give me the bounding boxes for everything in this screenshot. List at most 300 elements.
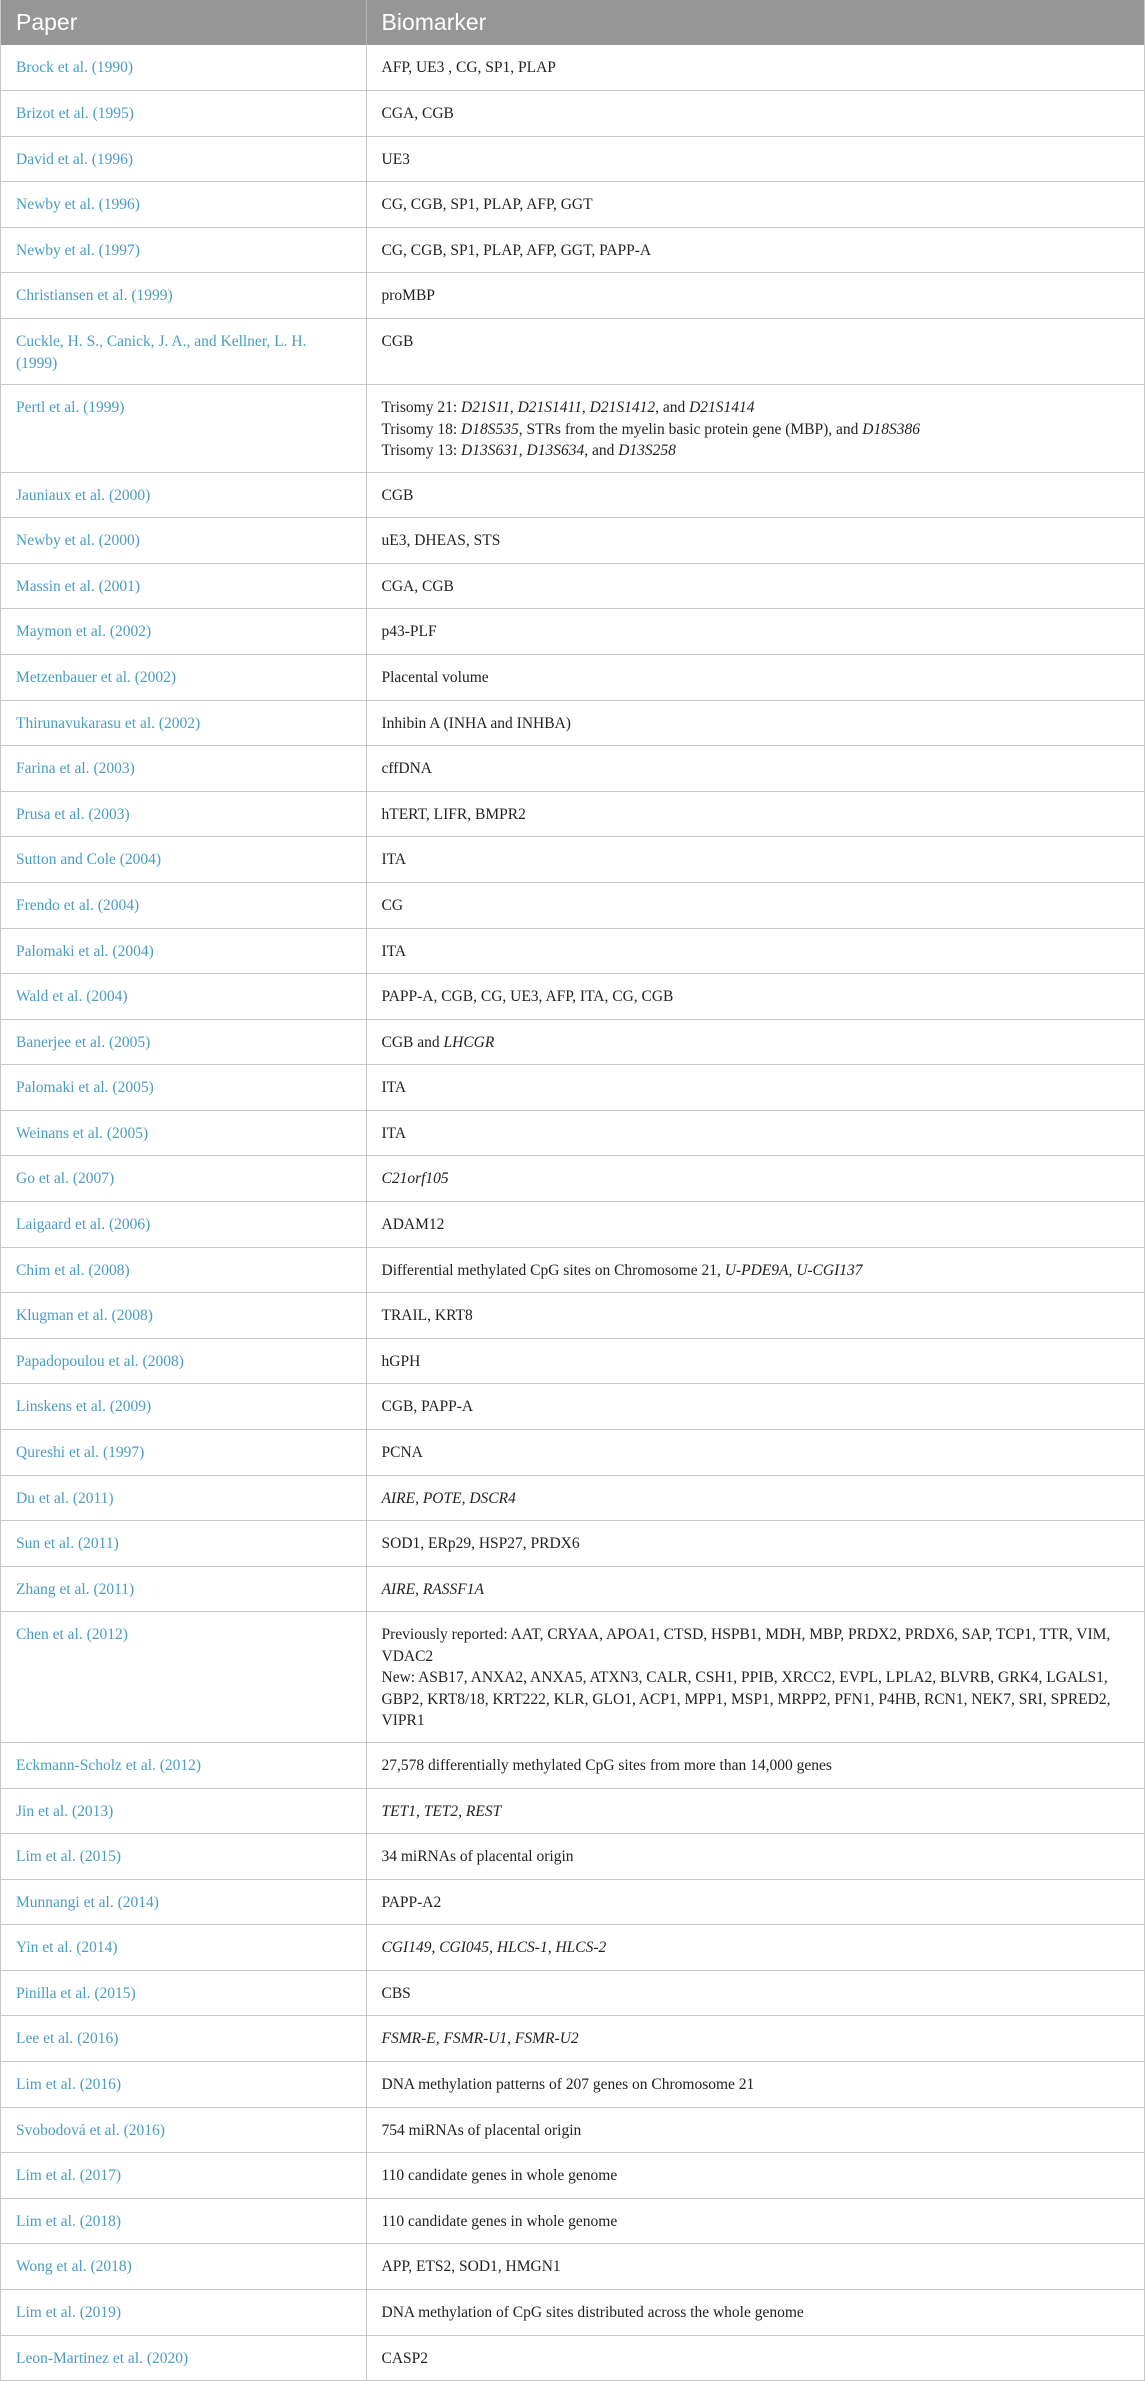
paper-cell bbox=[1, 45, 366, 91]
paper-cell bbox=[1, 1742, 366, 1788]
paper-cell bbox=[1, 2335, 366, 2381]
biomarker-line bbox=[382, 2348, 1130, 2370]
paper-citation-link[interactable]: Banerjee et al. (2005) bbox=[16, 1033, 151, 1051]
biomarker-cell bbox=[366, 472, 1144, 518]
biomarker-line bbox=[382, 1892, 1130, 1914]
biomarker-line bbox=[382, 1624, 1130, 1667]
biomarker-cell bbox=[366, 2335, 1144, 2381]
biomarker-line bbox=[382, 2074, 1130, 2096]
biomarker-text: Trisomy 21: bbox=[381, 399, 462, 417]
biomarker-cell bbox=[366, 2107, 1144, 2153]
biomarker-cell bbox=[366, 1742, 1144, 1788]
biomarker-line bbox=[382, 419, 1130, 441]
biomarker-line bbox=[382, 194, 1130, 216]
gene-symbol-italic: D21S11 bbox=[461, 399, 510, 417]
biomarker-text: Differential methylated CpG sites on Chromosome 21, bbox=[381, 1261, 725, 1279]
table-row bbox=[1, 136, 1144, 182]
paper-citation-link[interactable]: Linskens et al. (2009) bbox=[16, 1398, 152, 1416]
biomarker-text: , bbox=[518, 442, 527, 460]
biomarker-line bbox=[382, 1937, 1130, 1959]
biomarker-line bbox=[382, 1667, 1130, 1732]
table-row bbox=[1, 2016, 1144, 2062]
biomarker-text: 754 miRNAs of placental origin bbox=[381, 2121, 582, 2139]
biomarker-text: 27,578 differentially methylated CpG sites from more than 14,000 genes bbox=[381, 1756, 832, 1774]
biomarker-line bbox=[382, 1214, 1130, 1236]
biomarker-cell bbox=[366, 1925, 1144, 1971]
paper-citation-link[interactable]: Christiansen et al. (1999) bbox=[16, 287, 173, 305]
biomarker-line bbox=[382, 941, 1130, 963]
biomarker-line bbox=[382, 57, 1130, 79]
biomarker-line bbox=[382, 1533, 1130, 1555]
paper-cell bbox=[1, 882, 366, 928]
paper-cell bbox=[1, 1430, 366, 1476]
table-row bbox=[1, 791, 1144, 837]
table-row bbox=[1, 2153, 1144, 2199]
paper-cell bbox=[1, 1925, 366, 1971]
biomarker-cell bbox=[366, 654, 1144, 700]
table-row bbox=[1, 182, 1144, 228]
paper-citation-link[interactable]: Svobodová et al. (2016) bbox=[16, 2121, 165, 2139]
biomarker-text: ITA bbox=[381, 942, 407, 960]
paper-cell bbox=[1, 654, 366, 700]
paper-citation-link[interactable]: Jin et al. (2013) bbox=[16, 1802, 114, 1820]
biomarker-text: CGB bbox=[381, 333, 414, 351]
gene-symbol-italic: D13S631 bbox=[461, 442, 519, 460]
paper-cell bbox=[1, 518, 366, 564]
paper-citation-link[interactable]: Weinans et al. (2005) bbox=[16, 1124, 149, 1142]
gene-symbol-italic: D21S1411 bbox=[517, 399, 582, 417]
paper-cell bbox=[1, 837, 366, 883]
table-row bbox=[1, 1384, 1144, 1430]
biomarker-cell bbox=[366, 882, 1144, 928]
biomarker-text: APP, ETS2, SOD1, HMGN1 bbox=[381, 2258, 561, 2276]
paper-cell bbox=[1, 974, 366, 1020]
paper-cell bbox=[1, 2290, 366, 2336]
biomarker-cell bbox=[366, 1384, 1144, 1430]
biomarker-line bbox=[382, 1442, 1130, 1464]
gene-symbol-italic: LHCGR bbox=[443, 1033, 495, 1051]
biomarker-line bbox=[382, 2028, 1130, 2050]
biomarker-line bbox=[382, 149, 1130, 171]
biomarker-cell bbox=[366, 974, 1144, 1020]
biomarker-line bbox=[382, 1077, 1130, 1099]
gene-symbol-italic: U-PDE9A bbox=[724, 1261, 789, 1279]
paper-cell bbox=[1, 1475, 366, 1521]
biomarker-cell bbox=[366, 746, 1144, 792]
paper-cell bbox=[1, 1566, 366, 1612]
paper-citation-link[interactable]: Sun et al. (2011) bbox=[16, 1535, 119, 1553]
paper-citation-link[interactable]: Yin et al. (2014) bbox=[16, 1939, 118, 1957]
biomarker-line bbox=[382, 103, 1130, 125]
table-row bbox=[1, 1202, 1144, 1248]
biomarker-line bbox=[382, 1846, 1130, 1868]
biomarker-cell bbox=[366, 319, 1144, 385]
paper-cell bbox=[1, 2244, 366, 2290]
paper-citation-link[interactable]: Leon-Martinez et al. (2020) bbox=[16, 2349, 189, 2367]
biomarker-cell bbox=[366, 2198, 1144, 2244]
paper-cell bbox=[1, 1834, 366, 1880]
biomarker-cell bbox=[366, 1202, 1144, 1248]
biomarker-cell bbox=[366, 1293, 1144, 1339]
biomarker-line bbox=[382, 2256, 1130, 2278]
paper-citation-link[interactable]: Jauniaux et al. (2000) bbox=[16, 486, 151, 504]
biomarker-text: New: ASB17, ANXA2, ANXA5, ATXN3, CALR, CSH1, PPIB, XRCC2, EVPL, LPLA2, BLVRB, GRK4, LGALS1, GBP2, KRT8/18, KRT222, KLR, GLO1, ACP1, MPP1, MSP1, MRPP2, PFN1, P4HB, RCN1, NEK7, SRI, SPRED2, VIPR1 bbox=[381, 1669, 1111, 1730]
table-row bbox=[1, 1110, 1144, 1156]
biomarker-text: CG, CGB, SP1, PLAP, AFP, GGT bbox=[381, 196, 593, 214]
table-row bbox=[1, 1156, 1144, 1202]
paper-cell bbox=[1, 1970, 366, 2016]
table-row bbox=[1, 1338, 1144, 1384]
gene-symbol-italic: C21orf105 bbox=[381, 1170, 449, 1188]
paper-citation-link[interactable]: Prusa et al. (2003) bbox=[16, 805, 130, 823]
paper-cell bbox=[1, 2016, 366, 2062]
gene-symbol-italic: TET1, TET2, REST bbox=[381, 1802, 502, 1820]
biomarker-cell bbox=[366, 1566, 1144, 1612]
biomarker-text: Inhibin A (INHA and INHBA) bbox=[381, 714, 571, 732]
biomarker-text: CGB, PAPP-A bbox=[381, 1398, 474, 1416]
biomarker-line bbox=[382, 530, 1130, 552]
biomarker-cell bbox=[366, 1475, 1144, 1521]
biomarker-cell bbox=[366, 1834, 1144, 1880]
paper-cell bbox=[1, 319, 366, 385]
paper-cell bbox=[1, 1384, 366, 1430]
table-row bbox=[1, 1879, 1144, 1925]
table-row bbox=[1, 746, 1144, 792]
paper-citation-link[interactable]: Du et al. (2011) bbox=[16, 1489, 114, 1507]
biomarker-cell bbox=[366, 1019, 1144, 1065]
paper-citation-link[interactable]: Lee et al. (2016) bbox=[16, 2030, 119, 2048]
table-row bbox=[1, 2107, 1144, 2153]
paper-cell bbox=[1, 1110, 366, 1156]
paper-citation-link[interactable]: Metzenbauer et al. (2002) bbox=[16, 668, 177, 686]
table-row bbox=[1, 518, 1144, 564]
biomarker-cell bbox=[366, 91, 1144, 137]
paper-citation-link[interactable]: Munnangi et al. (2014) bbox=[16, 1893, 159, 1911]
table-row bbox=[1, 1834, 1144, 1880]
biomarker-line bbox=[382, 240, 1130, 262]
paper-cell bbox=[1, 2198, 366, 2244]
table-row bbox=[1, 1742, 1144, 1788]
biomarker-line bbox=[382, 1983, 1130, 2005]
biomarker-text: DNA methylation of CpG sites distributed across the whole genome bbox=[381, 2304, 804, 2322]
biomarker-cell bbox=[366, 227, 1144, 273]
biomarker-line bbox=[382, 895, 1130, 917]
table-row bbox=[1, 1521, 1144, 1567]
biomarker-line bbox=[382, 1396, 1130, 1418]
paper-citation-link[interactable]: Pinilla et al. (2015) bbox=[16, 1984, 136, 2002]
biomarker-line bbox=[382, 1305, 1130, 1327]
gene-symbol-italic: CGI149, CGI045, HLCS-1, HLCS-2 bbox=[381, 1939, 607, 1957]
table-row bbox=[1, 2198, 1144, 2244]
paper-citation-link[interactable]: Chim et al. (2008) bbox=[16, 1261, 130, 1279]
paper-citation-link[interactable]: Cuckle, H. S., Canick, J. A., and Kellner, L. H. (1999) bbox=[16, 333, 307, 372]
biomarker-cell bbox=[366, 609, 1144, 655]
biomarker-line bbox=[382, 758, 1130, 780]
paper-cell bbox=[1, 385, 366, 473]
paper-citation-link[interactable]: Lim et al. (2017) bbox=[16, 2167, 122, 2185]
table-row bbox=[1, 1925, 1144, 1971]
paper-citation-link[interactable]: Sutton and Cole (2004) bbox=[16, 851, 162, 869]
biomarker-text: CGB bbox=[381, 486, 414, 504]
paper-cell bbox=[1, 609, 366, 655]
gene-symbol-italic: D18S535 bbox=[461, 420, 519, 438]
biomarker-line bbox=[382, 1351, 1130, 1373]
paper-citation-link[interactable]: Palomaki et al. (2005) bbox=[16, 1079, 154, 1097]
paper-cell bbox=[1, 700, 366, 746]
biomarker-line bbox=[382, 713, 1130, 735]
paper-citation-link[interactable]: Klugman et al. (2008) bbox=[16, 1307, 153, 1325]
biomarker-cell bbox=[366, 136, 1144, 182]
paper-citation-link[interactable]: Brizot et al. (1995) bbox=[16, 105, 134, 123]
biomarker-line bbox=[382, 1579, 1130, 1601]
biomarker-text: 110 candidate genes in whole genome bbox=[381, 2212, 618, 2230]
table-row bbox=[1, 2062, 1144, 2108]
biomarker-text: TRAIL, KRT8 bbox=[381, 1307, 473, 1325]
biomarker-cell bbox=[366, 182, 1144, 228]
table-row bbox=[1, 1475, 1144, 1521]
biomarker-text: cffDNA bbox=[381, 760, 433, 778]
paper-cell bbox=[1, 791, 366, 837]
biomarker-line bbox=[382, 331, 1130, 353]
paper-citation-link[interactable]: Go et al. (2007) bbox=[16, 1170, 115, 1188]
gene-symbol-italic: FSMR-E, FSMR-U1, FSMR-U2 bbox=[381, 2030, 579, 2048]
table-row bbox=[1, 319, 1144, 385]
biomarker-line bbox=[382, 285, 1130, 307]
biomarker-line bbox=[382, 986, 1130, 1008]
paper-cell bbox=[1, 1065, 366, 1111]
paper-cell bbox=[1, 472, 366, 518]
header-paper: Paper bbox=[1, 0, 366, 45]
gene-symbol-italic: D13S258 bbox=[618, 442, 676, 460]
table-row bbox=[1, 273, 1144, 319]
biomarker-cell bbox=[366, 700, 1144, 746]
paper-cell bbox=[1, 1612, 366, 1743]
biomarker-text: PCNA bbox=[381, 1444, 423, 1462]
paper-citation-link[interactable]: David et al. (1996) bbox=[16, 150, 134, 168]
paper-citation-link[interactable]: Frendo et al. (2004) bbox=[16, 896, 140, 914]
table-row bbox=[1, 1788, 1144, 1834]
biomarker-text: 34 miRNAs of placental origin bbox=[381, 1848, 574, 1866]
table-row bbox=[1, 609, 1144, 655]
biomarker-text: PAPP-A, CGB, CG, UE3, AFP, ITA, CG, CGB bbox=[381, 988, 674, 1006]
biomarker-text: ITA bbox=[381, 851, 407, 869]
biomarker-line bbox=[382, 1755, 1130, 1777]
biomarker-cell bbox=[366, 1065, 1144, 1111]
biomarker-line bbox=[382, 397, 1130, 419]
biomarker-text: PAPP-A2 bbox=[381, 1893, 442, 1911]
table-row bbox=[1, 563, 1144, 609]
paper-cell bbox=[1, 1156, 366, 1202]
table-row bbox=[1, 1247, 1144, 1293]
paper-cell bbox=[1, 1879, 366, 1925]
paper-cell bbox=[1, 1293, 366, 1339]
biomarker-cell bbox=[366, 2244, 1144, 2290]
biomarker-text: , and bbox=[655, 399, 690, 417]
biomarker-text: , STRs from the myelin basic protein gene (MBP), and bbox=[518, 420, 863, 438]
biomarker-line bbox=[382, 804, 1130, 826]
biomarker-line bbox=[382, 1488, 1130, 1510]
paper-cell bbox=[1, 91, 366, 137]
biomarker-text: CBS bbox=[381, 1984, 411, 2002]
biomarker-line bbox=[382, 621, 1130, 643]
table-row bbox=[1, 1019, 1144, 1065]
paper-cell bbox=[1, 182, 366, 228]
table-row bbox=[1, 2244, 1144, 2290]
gene-symbol-italic: AIRE, POTE, DSCR4 bbox=[381, 1489, 516, 1507]
paper-citation-link[interactable]: Farina et al. (2003) bbox=[16, 760, 135, 778]
paper-cell bbox=[1, 1019, 366, 1065]
biomarker-text: , bbox=[581, 399, 590, 417]
biomarker-line bbox=[382, 849, 1130, 871]
biomarker-line bbox=[382, 1032, 1130, 1054]
biomarker-cell bbox=[366, 1110, 1144, 1156]
table-row bbox=[1, 1430, 1144, 1476]
biomarker-cell bbox=[366, 563, 1144, 609]
biomarker-line bbox=[382, 440, 1130, 462]
biomarker-cell bbox=[366, 837, 1144, 883]
biomarker-text: CGA, CGB bbox=[381, 105, 454, 123]
table-body bbox=[1, 45, 1144, 2381]
biomarker-cell bbox=[366, 45, 1144, 91]
paper-citation-link[interactable]: Maymon et al. (2002) bbox=[16, 623, 152, 641]
biomarker-text: proMBP bbox=[381, 287, 435, 305]
paper-citation-link[interactable]: Palomaki et al. (2004) bbox=[16, 942, 154, 960]
paper-citation-link[interactable]: Pertl et al. (1999) bbox=[16, 399, 125, 417]
biomarker-text: , bbox=[509, 399, 518, 417]
biomarker-cell bbox=[366, 2153, 1144, 2199]
paper-cell bbox=[1, 1788, 366, 1834]
gene-symbol-italic: U-CGI137 bbox=[796, 1261, 863, 1279]
table-row bbox=[1, 700, 1144, 746]
gene-symbol-italic: AIRE, RASSF1A bbox=[381, 1580, 484, 1598]
biomarker-text: CG bbox=[381, 896, 404, 914]
paper-cell bbox=[1, 2107, 366, 2153]
gene-symbol-italic: D21S1414 bbox=[689, 399, 755, 417]
biomarker-text: CGA, CGB bbox=[381, 577, 454, 595]
paper-citation-link[interactable]: Chen et al. (2012) bbox=[16, 1626, 128, 1644]
biomarker-line bbox=[382, 667, 1130, 689]
biomarker-line bbox=[382, 1801, 1130, 1823]
table-row bbox=[1, 1293, 1144, 1339]
paper-citation-link[interactable]: Wong et al. (2018) bbox=[16, 2258, 132, 2276]
biomarker-cell bbox=[366, 273, 1144, 319]
paper-citation-link[interactable]: Eckmann-Scholz et al. (2012) bbox=[16, 1756, 202, 1774]
table-row bbox=[1, 227, 1144, 273]
paper-cell bbox=[1, 563, 366, 609]
paper-citation-link[interactable]: Lim et al. (2015) bbox=[16, 1848, 122, 1866]
biomarker-line bbox=[382, 1123, 1130, 1145]
table-row bbox=[1, 837, 1144, 883]
biomarker-line bbox=[382, 1168, 1130, 1190]
biomarker-cell bbox=[366, 385, 1144, 473]
biomarker-table bbox=[1, 0, 1144, 2381]
table-row bbox=[1, 2290, 1144, 2336]
paper-citation-link[interactable]: Lim et al. (2019) bbox=[16, 2304, 122, 2322]
paper-citation-link[interactable]: Lim et al. (2016) bbox=[16, 2076, 122, 2094]
paper-citation-link[interactable]: Papadopoulou et al. (2008) bbox=[16, 1352, 184, 1370]
paper-cell bbox=[1, 746, 366, 792]
paper-citation-link[interactable]: Massin et al. (2001) bbox=[16, 577, 140, 595]
biomarker-cell bbox=[366, 1788, 1144, 1834]
biomarker-text: SOD1, ERp29, HSP27, PRDX6 bbox=[381, 1535, 580, 1553]
paper-citation-link[interactable]: Newby et al. (1996) bbox=[16, 196, 140, 214]
biomarker-cell bbox=[366, 2062, 1144, 2108]
table-row bbox=[1, 472, 1144, 518]
biomarker-cell bbox=[366, 2290, 1144, 2336]
paper-citation-link[interactable]: Newby et al. (1997) bbox=[16, 241, 140, 259]
biomarker-text: 110 candidate genes in whole genome bbox=[381, 2167, 618, 2185]
gene-symbol-italic: D18S386 bbox=[862, 420, 920, 438]
paper-cell bbox=[1, 1247, 366, 1293]
biomarker-cell bbox=[366, 1612, 1144, 1743]
biomarker-cell bbox=[366, 928, 1144, 974]
biomarker-text: p43-PLF bbox=[381, 623, 437, 641]
paper-cell bbox=[1, 227, 366, 273]
table-row bbox=[1, 654, 1144, 700]
table-row bbox=[1, 1970, 1144, 2016]
biomarker-cell bbox=[366, 518, 1144, 564]
paper-citation-link[interactable]: Laigaard et al. (2006) bbox=[16, 1216, 151, 1234]
paper-citation-link[interactable]: Thirunavukarasu et al. (2002) bbox=[16, 714, 201, 732]
paper-citation-link[interactable]: Wald et al. (2004) bbox=[16, 988, 128, 1006]
biomarker-text: Trisomy 18: bbox=[381, 420, 462, 438]
paper-cell bbox=[1, 928, 366, 974]
paper-citation-link[interactable]: Zhang et al. (2011) bbox=[16, 1580, 135, 1598]
biomarker-text: AFP, UE3 , CG, SP1, PLAP bbox=[381, 59, 556, 76]
table-row bbox=[1, 1612, 1144, 1743]
table-row bbox=[1, 45, 1144, 91]
biomarker-line bbox=[382, 2120, 1130, 2142]
biomarker-text: ADAM12 bbox=[381, 1216, 445, 1234]
biomarker-line bbox=[382, 576, 1130, 598]
biomarker-cell bbox=[366, 1970, 1144, 2016]
biomarker-text: CGB and bbox=[381, 1033, 444, 1051]
paper-cell bbox=[1, 273, 366, 319]
biomarker-cell bbox=[366, 791, 1144, 837]
biomarker-text: , and bbox=[584, 442, 619, 460]
biomarker-text: Placental volume bbox=[381, 668, 489, 686]
biomarker-cell bbox=[366, 1521, 1144, 1567]
biomarker-text: ITA bbox=[381, 1124, 407, 1142]
table-row bbox=[1, 91, 1144, 137]
biomarker-cell bbox=[366, 1879, 1144, 1925]
header-biomarker: Biomarker bbox=[366, 0, 1144, 45]
biomarker-line bbox=[382, 2302, 1130, 2324]
table-row bbox=[1, 1065, 1144, 1111]
biomarker-line bbox=[382, 2165, 1130, 2187]
biomarker-text: hTERT, LIFR, BMPR2 bbox=[381, 805, 526, 823]
table-row bbox=[1, 385, 1144, 473]
table-header-row bbox=[1, 0, 1144, 45]
paper-cell bbox=[1, 1338, 366, 1384]
biomarker-text: , bbox=[788, 1261, 797, 1279]
table-row bbox=[1, 974, 1144, 1020]
paper-cell bbox=[1, 1202, 366, 1248]
gene-symbol-italic: D13S634 bbox=[526, 442, 585, 460]
paper-citation-link[interactable]: Brock et al. (1990) bbox=[16, 59, 134, 76]
biomarker-text: Previously reported: AAT, CRYAA, APOA1, CTSD, HSPB1, MDH, MBP, PRDX2, PRDX6, SAP, TCP1, TTR, VIM, VDAC2 bbox=[381, 1626, 1111, 1665]
biomarker-text: Trisomy 13: bbox=[381, 442, 462, 460]
paper-citation-link[interactable]: Qureshi et al. (1997) bbox=[16, 1444, 145, 1462]
biomarker-line bbox=[382, 1260, 1130, 1282]
paper-citation-link[interactable]: Lim et al. (2018) bbox=[16, 2212, 122, 2230]
biomarker-cell bbox=[366, 2016, 1144, 2062]
biomarker-text: DNA methylation patterns of 207 genes on Chromosome 21 bbox=[381, 2076, 755, 2094]
paper-cell bbox=[1, 136, 366, 182]
paper-citation-link[interactable]: Newby et al. (2000) bbox=[16, 532, 140, 550]
biomarker-cell bbox=[366, 1430, 1144, 1476]
paper-cell bbox=[1, 2153, 366, 2199]
